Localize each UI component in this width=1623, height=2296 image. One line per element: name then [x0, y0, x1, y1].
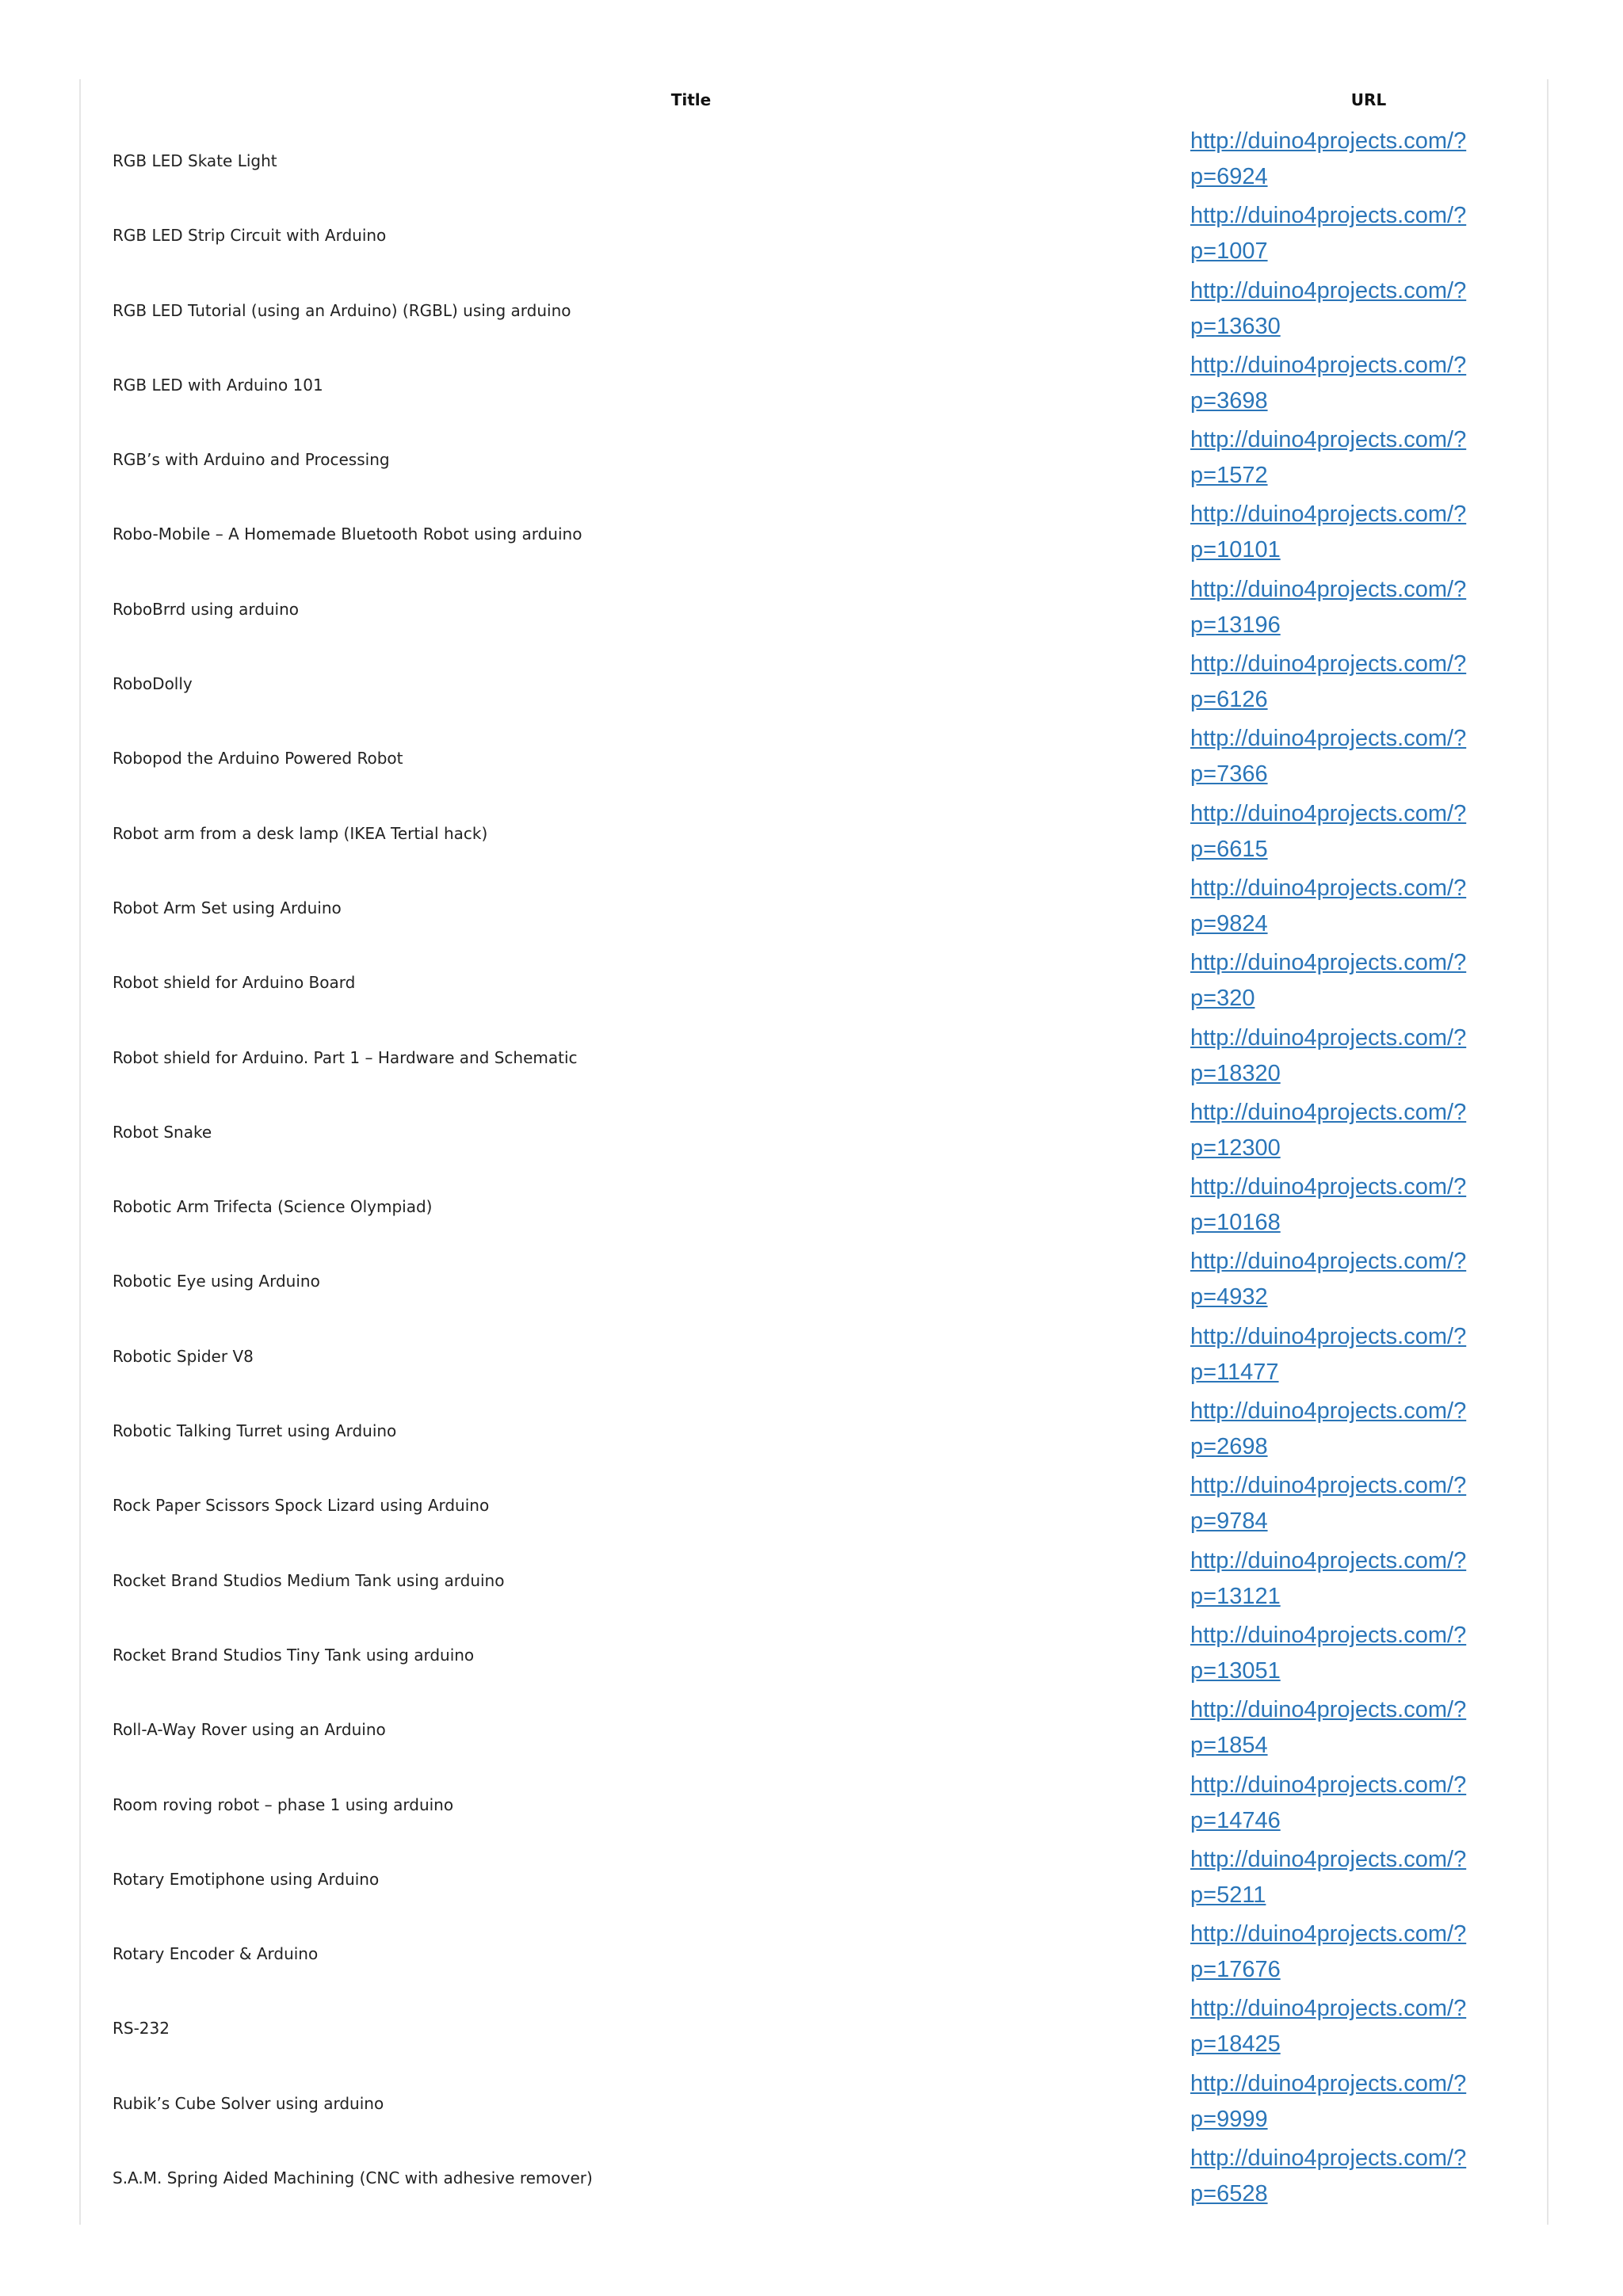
table-row	[81, 198, 1547, 273]
table-row	[81, 124, 1547, 198]
url-line-2: p=13630	[1190, 313, 1281, 339]
table-row	[81, 945, 1547, 1020]
row-title: RGB LED Skate Light	[113, 151, 277, 170]
row-title: S.A.M. Spring Aided Machining (CNC with adhesive remover)	[113, 2168, 593, 2188]
table-row	[81, 871, 1547, 945]
url-line-1: http://duino4projects.com/?	[1190, 726, 1467, 752]
row-title: Robotic Eye using Arduino	[113, 1272, 320, 1291]
url-line-2: p=3698	[1190, 387, 1268, 414]
url-line-1: http://duino4projects.com/?	[1190, 502, 1467, 528]
row-url-link[interactable]	[1190, 1095, 1476, 1166]
row-url-link[interactable]	[1190, 1842, 1476, 1913]
url-line-2: p=6924	[1190, 164, 1268, 189]
row-url-link[interactable]	[1190, 572, 1476, 643]
url-line-1: http://duino4projects.com/?	[1190, 203, 1467, 229]
table-row	[81, 1394, 1547, 1468]
table-row	[81, 348, 1547, 422]
row-title: Rocket Brand Studios Tiny Tank using arduino	[113, 1645, 475, 1665]
table-row	[81, 273, 1547, 348]
table-row	[81, 1169, 1547, 1244]
row-title: RS-232	[113, 2019, 170, 2039]
url-line-2: p=9784	[1190, 1508, 1268, 1535]
url-column-header: URL	[1350, 90, 1387, 109]
url-line-2: p=6528	[1190, 2181, 1268, 2207]
row-title: Rock Paper Scissors Spock Lizard using Arduino	[113, 1496, 490, 1516]
url-line-2: p=11477	[1190, 1359, 1279, 1385]
row-title: Robot shield for Arduino. Part 1 – Hardware and Schematic	[113, 1047, 578, 1067]
url-line-1: http://duino4projects.com/?	[1190, 2145, 1467, 2172]
table-row	[81, 1468, 1547, 1543]
url-line-1: http://duino4projects.com/?	[1190, 950, 1467, 976]
table-row	[81, 1692, 1547, 1767]
table-row	[81, 796, 1547, 871]
row-title: Robot shield for Arduino Board	[113, 973, 356, 993]
url-line-1: http://duino4projects.com/?	[1190, 1323, 1467, 1349]
url-line-2: p=5211	[1190, 1882, 1266, 1908]
url-line-2: p=320	[1190, 986, 1255, 1012]
url-line-1: http://duino4projects.com/?	[1190, 1547, 1467, 1573]
row-title: Room roving robot – phase 1 using arduino	[113, 1794, 454, 1814]
url-line-2: p=9824	[1190, 910, 1268, 936]
url-line-2: p=14746	[1190, 1807, 1281, 1833]
row-url-link[interactable]	[1190, 1768, 1476, 1839]
url-line-1: http://duino4projects.com/?	[1190, 1473, 1467, 1499]
row-url-link[interactable]	[1190, 1319, 1476, 1390]
url-line-1: http://duino4projects.com/?	[1190, 875, 1467, 901]
url-line-2: p=10101	[1190, 537, 1281, 563]
row-title: RGB LED Strip Circuit with Arduino	[113, 226, 387, 246]
url-line-1: http://duino4projects.com/?	[1190, 1249, 1467, 1275]
url-line-2: p=18425	[1190, 2031, 1281, 2058]
row-title: RGB LED Tutorial (using an Arduino) (RGBL) using arduino	[113, 300, 571, 320]
url-line-2: p=1572	[1190, 463, 1268, 489]
url-line-2: p=4932	[1190, 1284, 1268, 1310]
row-url-link[interactable]	[1190, 1169, 1476, 1241]
row-url-link[interactable]	[1190, 124, 1476, 195]
url-line-2: p=6615	[1190, 836, 1268, 862]
row-title: Roll-A-Way Rover using an Arduino	[113, 1720, 386, 1740]
url-line-1: http://duino4projects.com/?	[1190, 1772, 1467, 1798]
url-line-2: p=2698	[1190, 1434, 1268, 1460]
row-title: Rotary Emotiphone using Arduino	[113, 1869, 380, 1889]
table-row	[81, 497, 1547, 571]
table-row	[81, 646, 1547, 721]
url-line-2: p=13196	[1190, 612, 1281, 638]
table-row	[81, 422, 1547, 497]
table-row	[81, 1543, 1547, 1618]
url-line-1: http://duino4projects.com/?	[1190, 1996, 1467, 2022]
url-line-2: p=18320	[1190, 1060, 1281, 1086]
row-title: Robot arm from a desk lamp (IKEA Tertial hack)	[113, 823, 488, 843]
table-row	[81, 1319, 1547, 1394]
row-title: Robot Arm Set using Arduino	[113, 898, 342, 917]
table-row	[81, 2066, 1547, 2141]
table-row	[81, 721, 1547, 795]
url-line-1: http://duino4projects.com/?	[1190, 1174, 1467, 1200]
url-line-1: http://duino4projects.com/?	[1190, 651, 1467, 677]
table-row	[81, 2141, 1547, 2215]
url-line-2: p=7366	[1190, 761, 1268, 788]
row-title: Robot Snake	[113, 1122, 212, 1142]
row-url-link[interactable]	[1190, 1618, 1476, 1689]
url-line-1: http://duino4projects.com/?	[1190, 277, 1467, 303]
row-title: Robo-Mobile – A Homemade Bluetooth Robot using arduino	[113, 524, 582, 544]
row-url-link[interactable]	[1190, 1020, 1476, 1092]
url-line-1: http://duino4projects.com/?	[1190, 2070, 1467, 2096]
document-page	[79, 79, 1549, 2225]
row-title: Rotary Encoder & Arduino	[113, 1944, 319, 1964]
url-line-1: http://duino4projects.com/?	[1190, 1697, 1467, 1723]
row-title: RGB’s with Arduino and Processing	[113, 450, 390, 470]
url-line-2: p=6126	[1190, 687, 1268, 713]
table-row	[81, 1917, 1547, 1991]
row-title: Robotic Talking Turret using Arduino	[113, 1421, 397, 1441]
row-url-link[interactable]	[1190, 1692, 1476, 1764]
url-line-1: http://duino4projects.com/?	[1190, 1398, 1467, 1425]
table-row	[81, 1020, 1547, 1095]
url-line-2: p=1007	[1190, 238, 1268, 265]
row-title: Rocket Brand Studios Medium Tank using arduino	[113, 1570, 505, 1590]
table-row	[81, 1991, 1547, 2065]
url-line-2: p=1854	[1190, 1733, 1268, 1759]
row-url-link[interactable]	[1190, 1917, 1476, 1988]
row-title: Robopod the Arduino Powered Robot	[113, 749, 403, 769]
row-title: Robotic Spider V8	[113, 1346, 254, 1366]
url-line-1: http://duino4projects.com/?	[1190, 1921, 1467, 1947]
row-url-link[interactable]	[1190, 348, 1476, 419]
url-line-1: http://duino4projects.com/?	[1190, 128, 1467, 154]
table-row	[81, 1244, 1547, 1318]
url-line-1: http://duino4projects.com/?	[1190, 427, 1467, 453]
table-row	[81, 1618, 1547, 1692]
row-url-link[interactable]	[1190, 2066, 1476, 2138]
url-line-2: p=13051	[1190, 1657, 1281, 1684]
row-url-link[interactable]	[1190, 1543, 1476, 1615]
url-line-1: http://duino4projects.com/?	[1190, 352, 1467, 378]
row-url-link[interactable]	[1190, 871, 1476, 942]
url-line-1: http://duino4projects.com/?	[1190, 1846, 1467, 1872]
table-row	[81, 1768, 1547, 1842]
row-url-link[interactable]	[1190, 422, 1476, 494]
url-line-2: p=9999	[1190, 2106, 1268, 2132]
url-line-1: http://duino4projects.com/?	[1190, 1024, 1467, 1051]
row-url-link[interactable]	[1190, 1244, 1476, 1315]
table-header	[81, 79, 1547, 124]
url-line-2: p=12300	[1190, 1135, 1281, 1161]
row-title: RGB LED with Arduino 101	[113, 375, 323, 395]
table-row	[81, 572, 1547, 646]
row-url-link[interactable]	[1190, 796, 1476, 868]
table-body	[81, 124, 1547, 2215]
row-title: Robotic Arm Trifecta (Science Olympiad)	[113, 1197, 433, 1217]
row-url-link[interactable]	[1190, 646, 1476, 718]
url-line-1: http://duino4projects.com/?	[1190, 1622, 1467, 1648]
url-line-2: p=13121	[1190, 1583, 1281, 1609]
row-url-link[interactable]	[1190, 497, 1476, 568]
url-line-2: p=10168	[1190, 1210, 1281, 1236]
url-line-1: http://duino4projects.com/?	[1190, 800, 1467, 826]
url-line-2: p=17676	[1190, 1957, 1281, 1983]
row-url-link[interactable]	[1190, 2141, 1476, 2212]
row-url-link[interactable]	[1190, 198, 1476, 269]
row-url-link[interactable]	[1190, 1468, 1476, 1539]
row-url-link[interactable]	[1190, 273, 1476, 345]
row-title: Rubik’s Cube Solver using arduino	[113, 2093, 384, 2113]
row-url-link[interactable]	[1190, 721, 1476, 792]
table-row	[81, 1842, 1547, 1917]
url-line-1: http://duino4projects.com/?	[1190, 576, 1467, 602]
row-title: RoboBrrd using arduino	[113, 599, 300, 619]
url-line-1: http://duino4projects.com/?	[1190, 1099, 1467, 1125]
row-url-link[interactable]	[1190, 1991, 1476, 2062]
row-url-link[interactable]	[1190, 945, 1476, 1016]
row-title: RoboDolly	[113, 674, 193, 694]
title-column-header: Title	[670, 90, 712, 109]
row-url-link[interactable]	[1190, 1394, 1476, 1465]
table-row	[81, 1095, 1547, 1169]
